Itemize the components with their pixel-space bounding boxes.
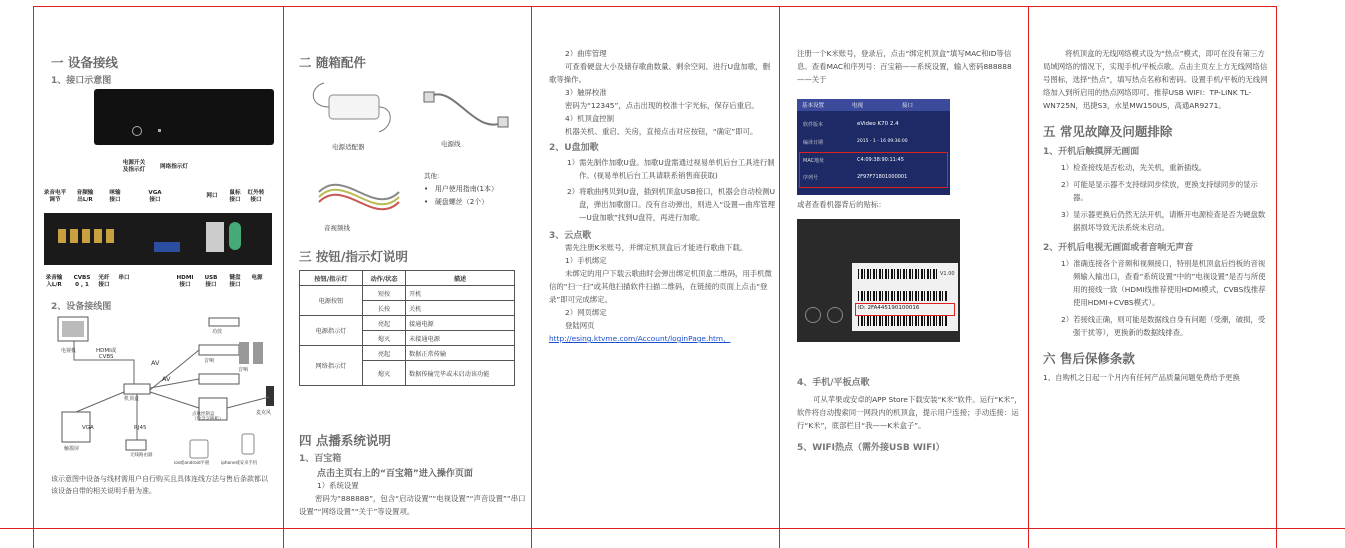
power-button-icon: [132, 126, 142, 136]
hotspot-intro: 将机顶盒的无线网络模式设为“热点”模式，即可在没有第三方局域网络的情况下，实现手机/平板点歌。点击主页左上方无线网络信号图标，选择“热点”，填写热点名称和密码。设置手机/平板的无线网络加入到所启用的热点网络即可。推荐USB WIFI：TP-LINK TL-WN725N，迅捷S3，水星MW150US，高通AR9271。: [1043, 49, 1268, 110]
label-mic: 咪输 接口: [109, 190, 121, 203]
barcode-icon: [858, 316, 948, 326]
section-title: 一 设备接线: [51, 55, 118, 70]
screen-row: 编译日期: [803, 140, 824, 146]
panel-device-wiring: [33, 6, 283, 548]
other-title: 其他：: [424, 172, 444, 180]
subsection-title: 2、开机后电视无画面或者音响无声音: [1043, 243, 1194, 253]
subsection-text: 可从苹果或安卓的APP Store下载安装“K米”软件。运行“K米”，软件将自动搜索同一网段内的机顶盒，提示用户连接；手动连接：运行“K米”，底部栏目“我——K米盒子”。: [797, 395, 1022, 430]
diagram-label-switch: 点歌控制盒 （包含交换机）: [192, 412, 224, 422]
acc-cord-label: 电源线: [441, 140, 461, 148]
list-item: 1）需先制作加歌U盘。加歌U盘需通过视易单机后台工具进行制作。(视易单机后台工具请联系销售商获取): [567, 158, 775, 180]
diagram-label-mic: 麦克风: [256, 410, 272, 416]
label-audio-out: 音频输 出L/R: [76, 190, 94, 203]
list-item: 2）若接线正确，则可能是数据线自身有问题（受潮，破损，受强干扰等），更换新的数据线排查。: [1061, 315, 1266, 337]
diagram-label-monitor: 触摸屏: [64, 446, 80, 452]
screen-row: 序列号: [803, 175, 819, 181]
diagram-label-phone: iphone或安卓手机: [221, 461, 258, 466]
label-vga: VGA 接口: [148, 190, 162, 203]
label-net-led: 网络指示灯: [160, 164, 188, 170]
diagram-label-av2: AV: [162, 375, 171, 383]
label-hdmi: HDMI 接口: [176, 275, 194, 288]
network-led-icon: [158, 129, 161, 132]
barcode-icon: [858, 269, 938, 279]
text-line: 登陆网页: [565, 321, 595, 330]
text-line: 未绑定的用户下载云歌曲时会弹出绑定机顶盒二维码，用手机微信的“扫一扫”或其他扫描软件扫描二维码，在链接的页面上点击“登录”即可完成绑定。: [549, 269, 772, 304]
text-line: 2）曲库管理: [565, 49, 607, 58]
screen-row: 2F97F71801000001: [857, 174, 908, 180]
text-line: 4）机顶盒控制: [565, 114, 615, 123]
acc-av-label: 音视频线: [324, 224, 350, 232]
label-kbd: 键盘 接口: [229, 275, 241, 288]
text-line: 密码为“12345”，点击出现的校准十字光标，保存后重启。: [565, 101, 759, 110]
port-icon: [827, 307, 843, 323]
label-mouse: 鼠标 接口: [229, 190, 241, 203]
vga-port-icon: [154, 242, 180, 252]
list-item: 1）准确连接各个音频和视频接口，特别是机顶盒后挡板的音视频输入输出口，查看”系统设置”中的”电视设置”是否与所使用的接线一致（HDMI线推荐使用HDMI模式，CVBS线推荐使用HDMI+CVBS模式）。: [1061, 259, 1266, 307]
text-line: 1）手机绑定: [565, 256, 607, 265]
subsection-title: 4、手机/平板点歌: [797, 378, 870, 388]
list-item: 2）可能是显示器不支持绿同步续放，更换支持绿同步的显示器。: [1061, 180, 1258, 202]
list-item: 2）将歌曲拷贝到U盘，插到机顶盒USB接口，机器会自动检测U盘，弹出加歌窗口。没有自动弹出，则进入“设置—曲库管理—U盘加歌”找到U盘符，再进行加歌。: [567, 187, 776, 222]
diagram-label-rj45: RJ45: [134, 425, 147, 431]
sticker-version: V1.00: [940, 271, 955, 277]
section-title: 二 随箱配件: [299, 55, 366, 70]
diagram-label-router: 无线路由器: [130, 453, 153, 458]
panel-system-guide: [531, 6, 779, 548]
sticker-id: ID: 2FA445190100016: [858, 305, 920, 311]
table-row: 电源指示灯 亮起 接通电源: [300, 316, 515, 331]
subsection-text: 密码为“888888”，包含“启动设置”“电视设置”“声音设置”“串口设置”“网络设置”“关于”等设置项。: [299, 494, 526, 516]
subsection-item: 1）系统设置: [317, 481, 359, 490]
panel-troubleshooting: [1028, 6, 1277, 548]
table-header: 动作/状态: [363, 271, 406, 286]
label-power: 电源: [251, 275, 263, 281]
table-row: 网络指示灯 亮起 数据正常传输: [300, 346, 515, 361]
list-item: 1）检查接线是否松动，先关机，重新插线。: [1061, 163, 1207, 172]
label-cvbs: CVBS 0 , 1: [73, 275, 91, 288]
ps2-ports-icon: [229, 222, 241, 250]
subsection-title: 5、WIFI热点（需外接USB WIFI）: [797, 443, 945, 453]
diagram-label-speaker: 音响: [238, 367, 249, 373]
text-line: 机器关机、重启、关房，直接点击对应按钮，“确定”即可。: [565, 127, 758, 136]
section-title: 六 售后保修条款: [1043, 351, 1135, 366]
diagram-label-tv: 电视机: [61, 348, 77, 354]
label-rec-level: 录音电平 调节: [43, 190, 67, 203]
binding-text: 注册一个K米账号，登录后，点击“绑定机顶盒”填写MAC和ID等信息。查看MAC和序列号：百宝箱——系统设置，输入密码888888——关于: [797, 49, 1012, 84]
wiring-note: 该示意图中设备与线材需用户自行购买且具体连线方法与售后条款都以该设备自带的相关说明手册为准。: [51, 475, 268, 495]
screen-row: eVideo K70 2.4: [857, 121, 899, 127]
text-line: 可查看硬盘大小及储存歌曲数量、剩余空间、进行U盘加歌，删歌等操作。: [549, 62, 770, 84]
other-item: • 硬盘螺丝（2个）: [424, 198, 489, 206]
diagram-label-amp: 功放: [212, 329, 223, 335]
label-rec-in: 录音输 入L/R: [45, 275, 63, 288]
power-cord-illustration: [414, 77, 514, 137]
diagram-label-hdmi-cvbs: HDMI或 CVBS: [96, 348, 117, 360]
port-icon: [805, 307, 821, 323]
subsection-title: 2、设备接线图: [51, 302, 112, 312]
text-line: 2）网页绑定: [565, 308, 607, 317]
subsection-title: 1、百宝箱: [299, 454, 342, 464]
table-row: 电源按钮 短按 开机: [300, 286, 515, 301]
sticker-photo: [797, 219, 960, 342]
diagram-label-vga: VGA: [82, 425, 94, 431]
subsection-title: 1、开机后触摸屏无画面: [1043, 147, 1140, 157]
rca-ports-icon: [58, 229, 118, 243]
table-header: 描述: [406, 271, 515, 286]
label-ir: 红外转 接口: [247, 190, 265, 203]
section-title: 三 按钮/指示灯说明: [299, 249, 408, 264]
barcode-icon: [858, 291, 948, 301]
subsection-title: 3、云点歌: [549, 231, 592, 241]
section-title: 四 点播系统说明: [299, 433, 391, 448]
diagram-label-mixer: 音响: [204, 358, 215, 364]
av-cable-illustration: [314, 162, 404, 222]
table-row: 长按 关机: [300, 301, 515, 316]
screen-row: 2015 - 1 - 16 09:36:00: [857, 139, 908, 144]
usb-ports-icon: [206, 222, 224, 252]
power-adapter-illustration: [299, 77, 399, 137]
diagram-label-settop: 机顶盒: [124, 396, 140, 402]
diagram-label-av1: AV: [151, 359, 160, 367]
label-power-switch: 电源开关 及指示灯: [122, 160, 146, 173]
section-title: 五 常见故障及问题排除: [1043, 124, 1173, 139]
text-line: 3）触屏校准: [565, 88, 607, 97]
diagram-label-pad: ios或android平板: [174, 461, 210, 466]
subsection-title: 1、接口示意图: [51, 76, 112, 86]
text-line: 需先注册K米账号，并绑定机顶盒后才能进行歌曲下载。: [565, 243, 748, 252]
table-header: 按钮/指示灯: [300, 271, 363, 286]
panel-accessories: [283, 6, 531, 548]
label-optical: 光纤 接口: [98, 275, 110, 288]
warranty-text: 1、自购机之日起一个月内有任何产品质量问题免费给予更换: [1043, 373, 1240, 382]
label-serial: 串口: [118, 275, 130, 281]
sticker-note: 或者查看机器背后的贴标：: [797, 200, 886, 209]
acc-adapter-label: 电源适配器: [332, 143, 365, 151]
panel-binding: [779, 6, 1028, 548]
list-item: 3）显示器更换后仍然无法开机，请断开电源检查是否为硬盘数据损坏导致无法系统未启动。: [1061, 210, 1266, 232]
screen-tab-bar: 基本设置 电视 接口: [797, 99, 950, 111]
table-row: 熄灭 数据传输完毕或未启动该功能: [300, 361, 515, 386]
subsection-title: 2、U盘加歌: [549, 143, 599, 153]
device-front-photo: [94, 89, 274, 145]
label-net: 网口: [206, 193, 218, 199]
screen-row: 软件版本: [803, 122, 824, 128]
about-screen-photo: [797, 99, 950, 195]
screen-row: MAC地址: [803, 158, 825, 164]
button-led-table: [299, 270, 515, 386]
label-usb: USB 接口: [204, 275, 218, 288]
bind-url-link[interactable]: http://esing.ktvme.com/Account/loginPage.htm，: [549, 334, 731, 343]
table-row: 熄灭 未接通电源: [300, 331, 515, 346]
subsection-lead: 点击主页右上的“百宝箱”进入操作页面: [317, 469, 473, 479]
other-item: • 用户使用指南(1本）: [424, 185, 498, 193]
screen-row: C4:09:38:90:11:45: [857, 157, 904, 163]
sticker-label: [852, 263, 958, 331]
